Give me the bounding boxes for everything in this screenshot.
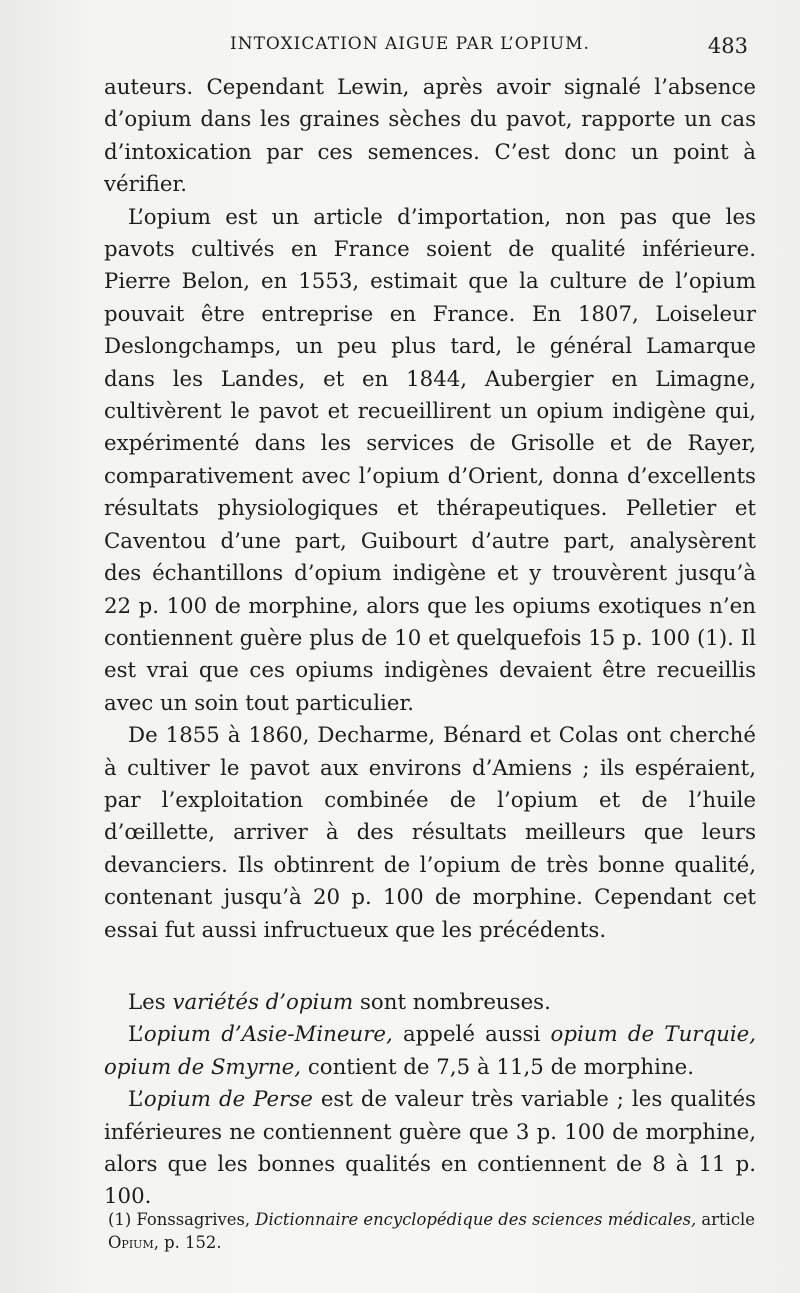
body-text [104, 72, 756, 1214]
paragraph-continuation: auteurs. Cependant Lewin, après avoir signalé l’absence d’opium dans les graines sèches du pavot, rapporte un cas d’intoxication par ces semences. C’est donc un point à vérifier. [104, 75, 756, 198]
page-header [230, 34, 748, 60]
paragraph-asie-mineure [104, 1019, 756, 1084]
perse-text-2: est de valeur très variable ; les qualités inférieures ne contiennent guère que 3 p. 100 de morphine, alors que les bonnes qualités en contiennent de 8 à 11 p. 100. [104, 1087, 756, 1210]
footnote-marker: (1) Fonssagrives, [108, 1210, 256, 1229]
page-number: 483 [707, 34, 748, 58]
paragraph-varieties [104, 987, 756, 1019]
asie-text-1: L’ [128, 1022, 144, 1048]
paragraph-amiens: De 1855 à 1860, Decharme, Bénard et Colas ont cherché à cultiver le pavot aux environs d’Amiens ; ils espéraient, par l’exploitation combinée de l’opium et de l’huile d’œillette, arriver à des résultats meilleurs que leurs devanciers. Ils obtinrent de l’opium de très bonne qualité, contenant jusqu’à 20 p. 100 de morphine. Cependant cet essai fut aussi infructueux que les précédents. [104, 723, 756, 943]
asie-text-2: appelé aussi [392, 1022, 551, 1048]
footnote-smallcaps: Opium [108, 1233, 154, 1252]
footnote-text-3: , p. 152. [153, 1233, 222, 1252]
asie-italic-1: opium d’Asie-Mineure, [143, 1022, 393, 1048]
running-title: INTOXICATION AIGUE PAR L’OPIUM. [230, 34, 590, 54]
footnote-title: Dictionnaire encyclopédique des sciences médicales, [255, 1210, 697, 1229]
varieties-text-1: Les [128, 989, 173, 1015]
perse-italic: opium de Perse [143, 1087, 313, 1113]
asie-italic-2: opium de Turquie, opium de Smyrne, [104, 1022, 756, 1080]
paragraph-importation: L’opium est un article d’importation, non pas que les pavots cultivés en France soient de qualité inférieure. Pierre Belon, en 1553, estimait que la culture de l’opium pouvait être entreprise en France. En 1807, Loiseleur Deslongchamps, un peu plus tard, le général Lamarque dans les Landes, et en 1844, Aubergier en Limagne, cultivèrent le pavot et recueillirent un opium indigène qui, expérimenté dans les services de Grisolle et de Rayer, comparativement avec l’opium d’Orient, donna d’excellents résultats physiologiques et thérapeutiques. Pelletier et Caventou d’une part, Guibourt d’autre part, analysèrent des échantillons d’opium indigène et y trouvèrent jusqu’à 22 p. 100 de morphine, alors que les opiums exotiques n’en contiennent guère plus de 10 et quelquefois 15 p. 100 (1). Il est vrai que ces opiums indigènes devaient être recueillis avec un soin tout particulier. [104, 204, 756, 716]
perse-text-1: L’ [128, 1087, 144, 1113]
varieties-text-2: sont nombreuses. [353, 989, 551, 1015]
footnote-text-2: article [696, 1210, 755, 1229]
footnote [108, 1208, 756, 1254]
section-gap [104, 947, 756, 987]
asie-text-3: contient de 7,5 à 11,5 de morphine. [301, 1054, 695, 1080]
varieties-italic: variétés d’opium [172, 989, 354, 1015]
paragraph-perse [104, 1084, 756, 1214]
